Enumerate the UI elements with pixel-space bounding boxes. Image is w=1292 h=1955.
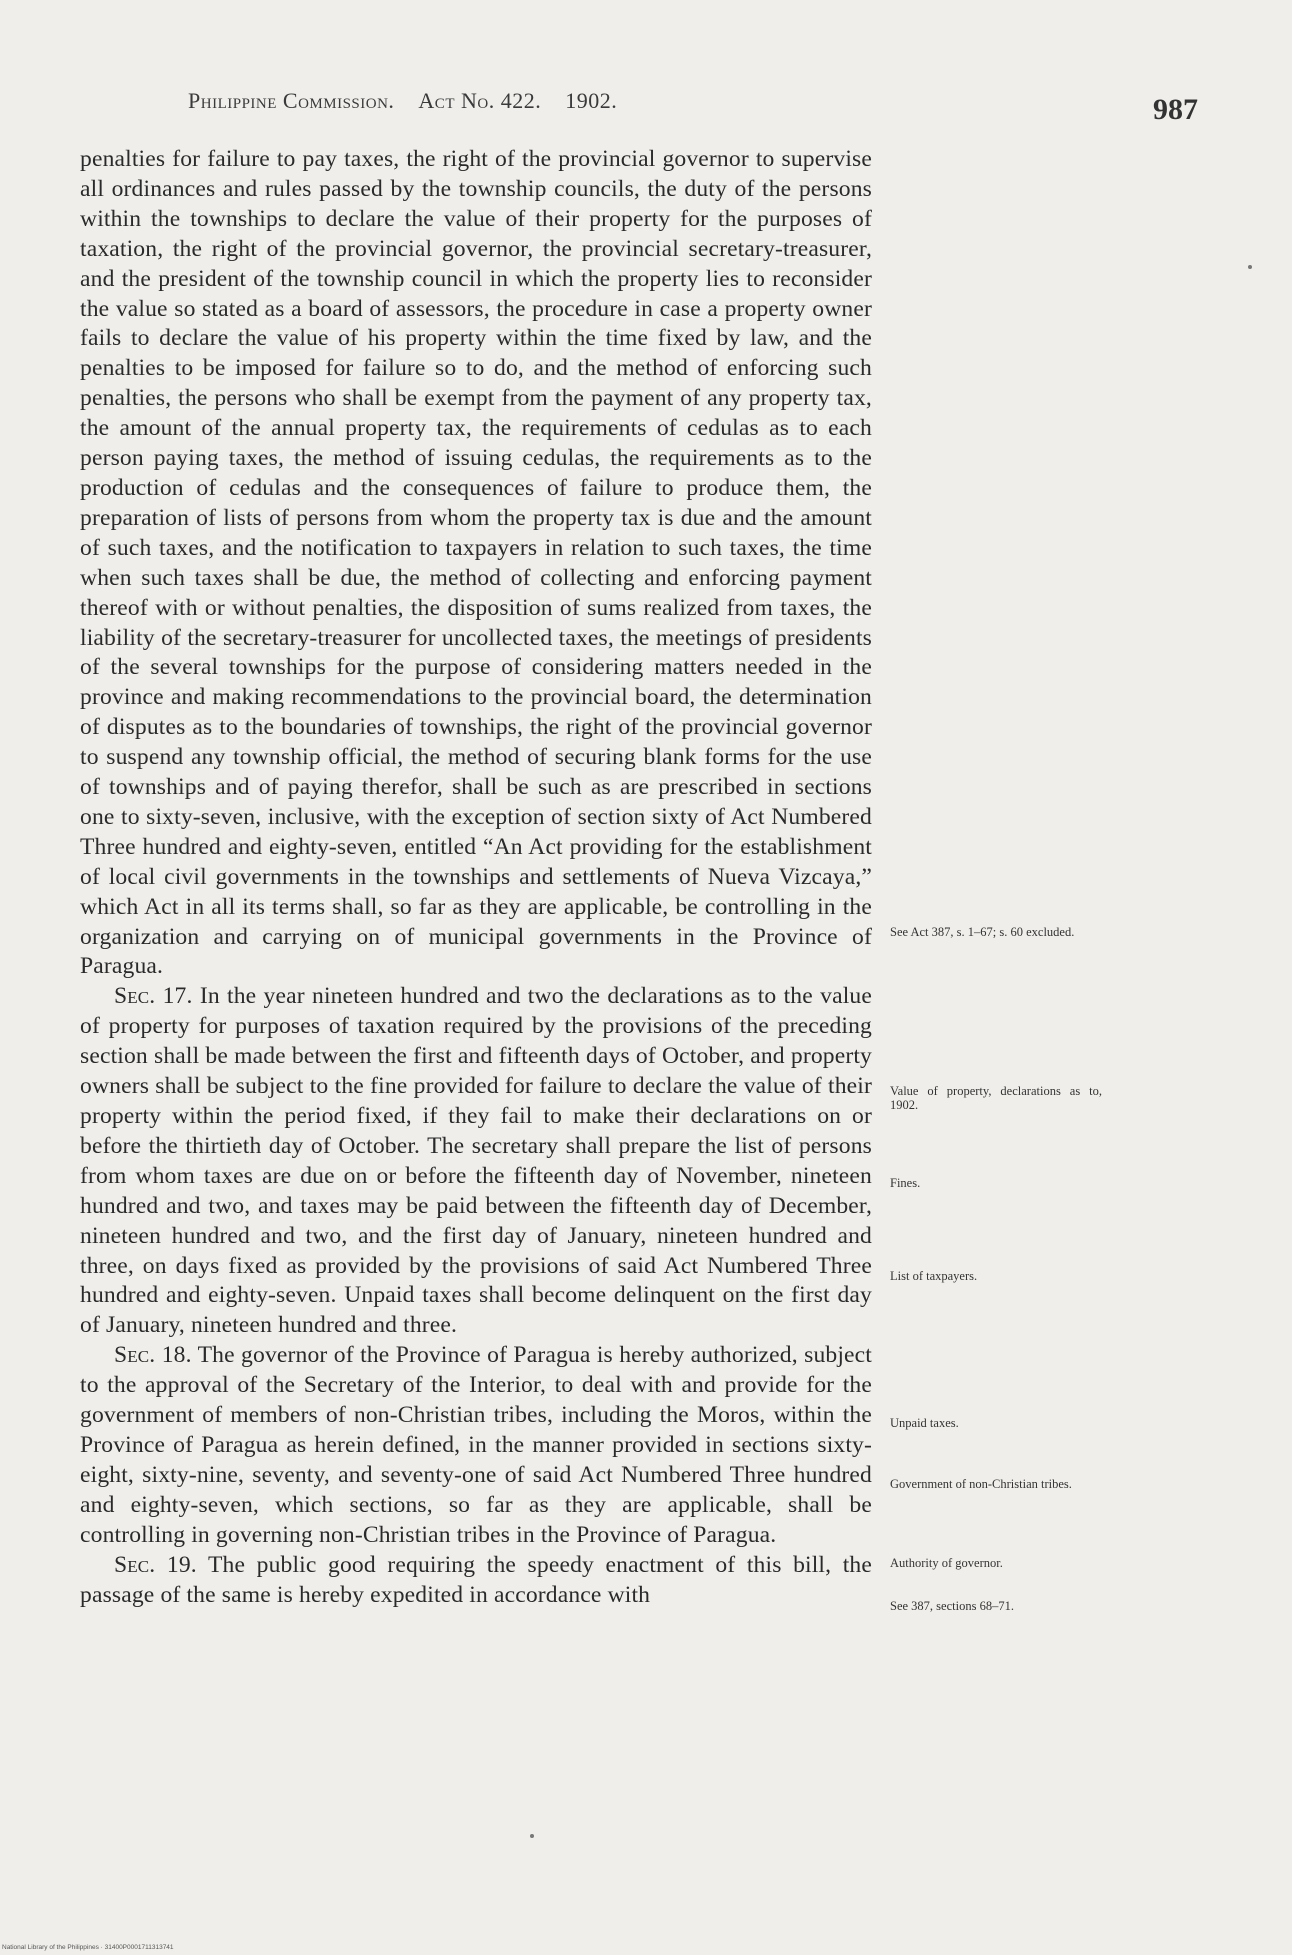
section-17-label: Sec. 17. xyxy=(114,983,193,1010)
section-17-text: In the year nineteen hundred and two the declarations as to the value of property for purposes of taxation required by the provisions of the preceding section shall be made between the first and fifteenth days of October, and property owners shall be subject to the fine provided for failure to declare the value of their property within the period fixed, if they fail to make their declarations on or before the thirtieth day of October. The secretary shall prepare the list of persons from whom taxes are due on or before the fifteenth day of November, nineteen hundred and two, and taxes may be paid between the fifteenth day of December, nineteen hundred and two, and the first day of January, nineteen hundred and three, on days fixed as provided by the provisions of said Act Numbered Three hundred and eighty-seven. Unpaid taxes shall become delinquent on the first day of January, nineteen hundred and three. xyxy=(80,983,872,1339)
margin-note-authority-of-governor: Authority of governor. xyxy=(890,1556,1003,1570)
section-18-label: Sec. 18. xyxy=(114,1342,192,1369)
margin-note-see-act: See Act 387, s. 1–67; s. 60 excluded. xyxy=(890,925,1075,939)
running-header xyxy=(188,88,748,114)
body-text xyxy=(80,145,872,1610)
scan-footer: National Library of the Philippines · 31400P0001711313741 xyxy=(2,1944,174,1951)
margin-note-see-387-sections: See 387, sections 68–71. xyxy=(890,1599,1014,1613)
header-year: 1902. xyxy=(565,88,618,113)
margin-note-government-non-christian: Government of non-Christian tribes. xyxy=(890,1477,1072,1491)
margin-note-unpaid-taxes: Unpaid taxes. xyxy=(890,1416,959,1430)
page-number: 987 xyxy=(1153,93,1198,126)
section-19 xyxy=(80,1551,872,1611)
section-19-text: The public good requiring the speedy enactment of this bill, the passage of the same is hereby expedited in accordance with xyxy=(80,1551,872,1608)
margin-note-value-of-property: Value of property, declarations as to, 1902. xyxy=(890,1084,1102,1112)
paragraph-continuation: penalties for failure to pay taxes, the right of the provincial governor to supervise all ordinances and rules passed by the township councils, the duty of the persons within the townships to declare the value of their property for the purposes of taxation, the right of the provincial governor, the provincial secretary-treasurer, and the president of the township council in which the property lies to reconsider the value so stated as a board of assessors, the procedure in case a property owner fails to declare the value of his property within the time fixed by law, and the penalties to be imposed for failure so to do, and the method of enforcing such penalties, the persons who shall be exempt from the payment of any property tax, the amount of the annual property tax, the requirements of cedulas as to each person paying taxes, the method of issuing cedulas, the requirements as to the production of cedulas and the consequences of failure to produce them, the preparation of lists of persons from whom the property tax is due and the amount of such taxes, and the notification to taxpayers in relation to such taxes, the time when such taxes shall be due, the method of collecting and enforcing payment thereof with or without penalties, the disposition of sums realized from taxes, the liability of the secretary-treasurer for uncollected taxes, the meetings of presidents of the several townships for the purpose of considering matters needed in the province and making recommendations to the provincial board, the determination of disputes as to the boundaries of townships, the right of the provincial governor to suspend any township official, the method of securing blank forms for the use of townships and of paying therefor, shall be such as are prescribed in sections one to sixty-seven, inclusive, with the exception of section sixty of Act Numbered Three hundred and eighty-seven, entitled “An Act providing for the establishment of local civil governments in the townships and settlements of Nueva Vizcaya,” which Act in all its terms shall, so far as they are applicable, be controlling in the organization and carrying on of municipal governments in the Province of Paragua. xyxy=(80,146,872,980)
section-17 xyxy=(80,982,872,1341)
margin-note-fines: Fines. xyxy=(890,1176,921,1190)
scan-speck xyxy=(530,1834,534,1838)
header-act: Act No. 422. xyxy=(418,88,542,113)
scan-speck xyxy=(1248,265,1252,269)
section-18 xyxy=(80,1341,872,1550)
margin-note-list-of-taxpayers: List of taxpayers. xyxy=(890,1269,978,1283)
section-18-text: The governor of the Province of Paragua is hereby authorized, subject to the approval of the Secretary of the Interior, to deal with and provide for the government of members of non-Christian tribes, including the Moros, within the Province of Paragua as herein defined, in the manner provided in sections sixty-eight, sixty-nine, seventy, and seventy-one of said Act Numbered Three hundred and eighty-seven, which sections, so far as they are applicable, shall be controlling in governing non-Christian tribes in the Province of Paragua. xyxy=(80,1342,872,1548)
header-title: Philippine Commission. xyxy=(188,88,395,113)
section-19-label: Sec. 19. xyxy=(114,1551,197,1578)
